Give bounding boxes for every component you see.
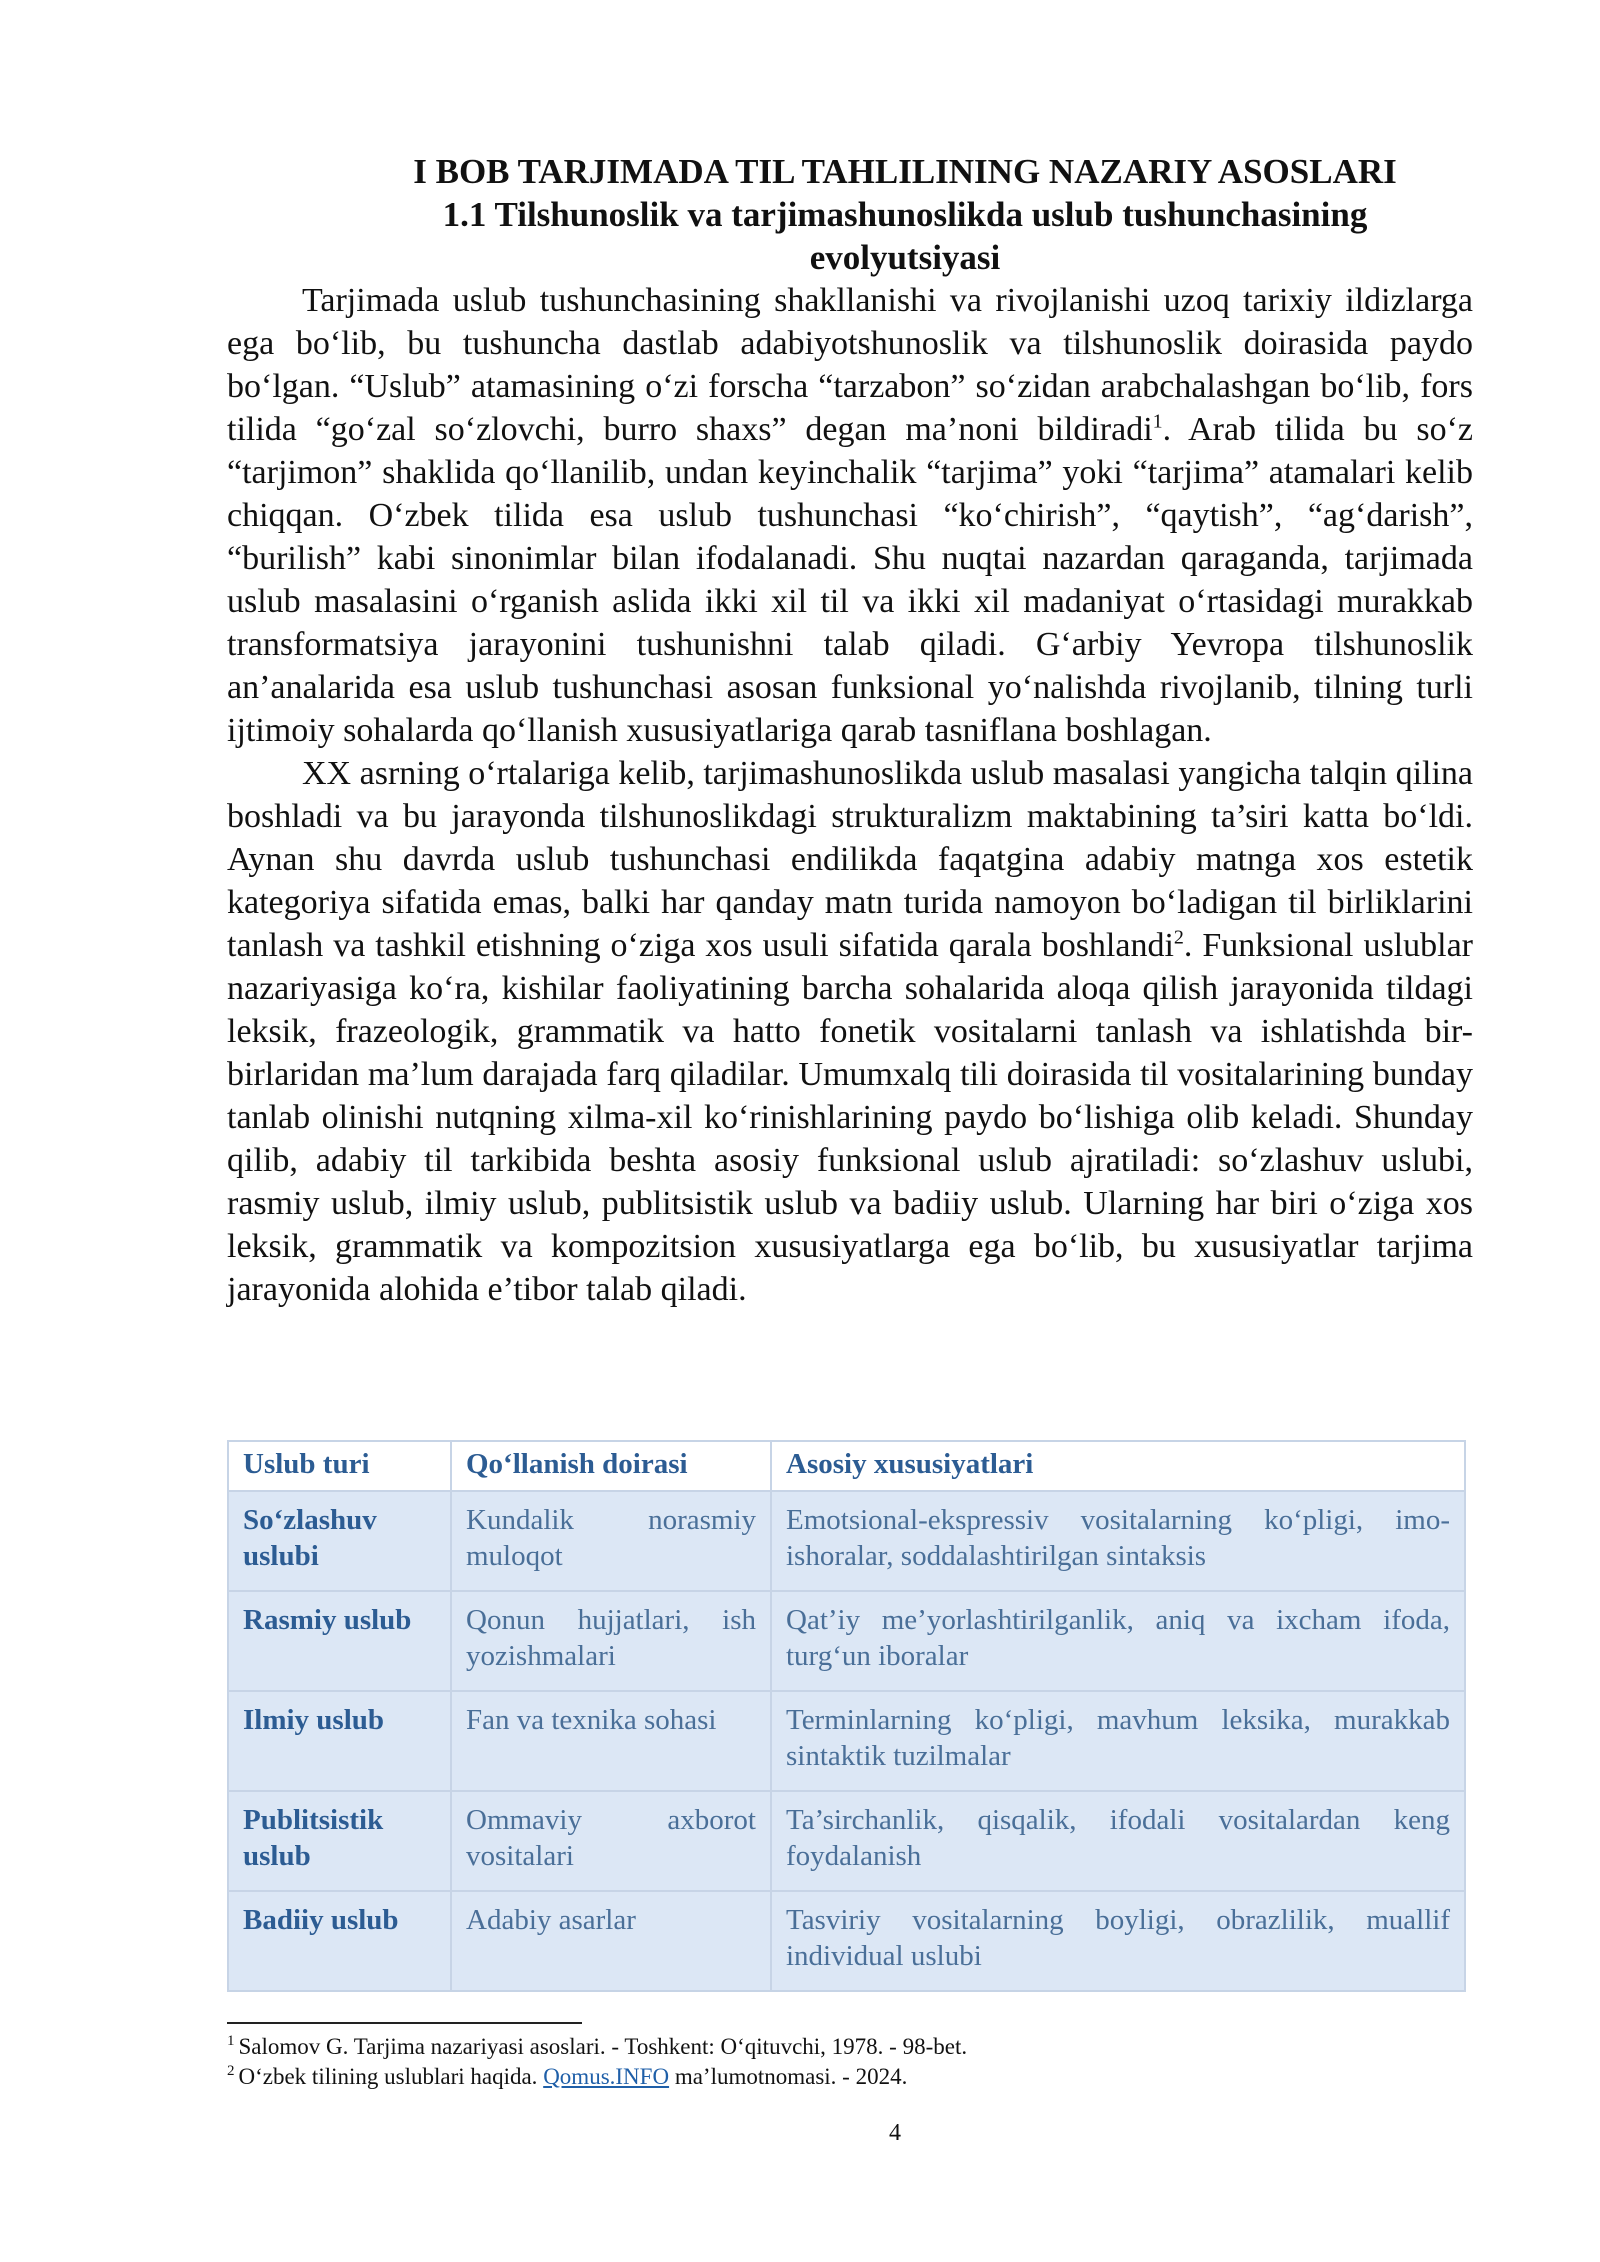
table-cell-style-type: Badiiy uslub — [228, 1891, 451, 1991]
table-cell-usage-scope: Qonun hujjatlari, ish yozishmalari — [451, 1591, 771, 1691]
footnote-number: 1 — [227, 2033, 235, 2050]
section-title — [337, 193, 1473, 279]
table-cell-features: Terminlarning ko‘pligi, mavhum leksika, murakkab sintaktik tuzilmalar — [771, 1691, 1465, 1791]
footnote-text: ma’lumotnomasi. - 2024. — [669, 2064, 908, 2089]
paragraph-2 — [227, 752, 1473, 1311]
table-header-cell: Qo‘llanish doirasi — [451, 1441, 771, 1491]
table-cell-usage-scope: Ommaviy axborot vositalari — [451, 1791, 771, 1891]
table-cell-style-type: Ilmiy uslub — [228, 1691, 451, 1791]
paragraph-1-text-a: Tarjimada uslub tushunchasining shakllanishi va rivojlanishi uzoq tarixiy ildizlarga ega bo‘lib, bu tushuncha dastlab adabiyotshunoslik va tilshunoslik doirasida paydo bo‘lgan. “Uslub” atamasining o‘zi forscha “tarzabon” so‘zidan arabchalashgan bo‘lib, fors tilida “go‘zal so‘zlovchi, burro shaxs” degan ma’noni bildiradi — [227, 282, 1473, 448]
table-header-cell: Asosiy xususiyatlari — [771, 1441, 1465, 1491]
paragraph-2-text-b: . Funksional uslublar nazariyasiga ko‘ra, kishilar faoliyatining barcha sohalarida aloqa qilish jarayonida tildagi leksik, frazeologik, grammatik va hatto fonetik vositalarni tanlash va ishlatishda bir-birlaridan ma’lum darajada farq qiladilar. Umumxalq tili doirasida til vositalarining bunday tanlab olinishi nutqning xilma-xil ko‘rinishlarining paydo bo‘lishiga olib keladi. Shunday qilib, adabiy til tarkibida beshta asosiy funksional uslub ajratiladi: so‘zlashuv uslubi, rasmiy uslub, ilmiy uslub, publitsistik uslub va badiiy uslub. Ularning har biri o‘ziga xos leksik, grammatik va kompozitsion xususiyatlarga ega bo‘lib, bu xususiyatlar tarjima jarayonida alohida e’tibor talab qiladi. — [227, 927, 1473, 1308]
section-title-line2: evolyutsiyasi — [809, 238, 1001, 277]
footnote-1 — [227, 2033, 967, 2061]
table-header-row — [228, 1441, 1465, 1491]
footnote-separator — [227, 2022, 582, 2024]
footnote-text: O‘zbek tilining uslublari haqida. — [238, 2064, 544, 2089]
section-title-line1: 1.1 Tilshunoslik va tarjimashunoslikda uslub tushunchasining — [442, 195, 1368, 234]
table-cell-features: Tasviriy vositalarning boyligi, obrazlilik, muallif individual uslubi — [771, 1891, 1465, 1991]
table-cell-style-type: So‘zlashuv uslubi — [228, 1491, 451, 1591]
footnote-2 — [227, 2063, 907, 2091]
table-cell-features: Ta’sirchanlik, qisqalik, ifodali vositalardan keng foydalanish — [771, 1791, 1465, 1891]
footnote-text: Salomov G. Tarjima nazariyasi asoslari. - Toshkent: O‘qituvchi, 1978. - 98-bet. — [238, 2034, 968, 2059]
paragraph-2-text-a: XX asrning o‘rtalariga kelib, tarjimashunoslikda uslub masalasi yangicha talqin qilina boshladi va bu jarayonda tilshunoslikdagi strukturalizm maktabining ta’siri katta bo‘ldi. Aynan shu davrda uslub tushunchasi endilikda faqatgina adabiy matnga xos estetik kategoriya sifatida emas, balki har qanday matn turida namoyon bo‘ladigan til birliklarini tanlash va tashkil etishning o‘ziga xos usuli sifatida qarala boshlandi — [227, 755, 1473, 964]
paragraph-1 — [227, 279, 1473, 752]
style-types-table — [227, 1440, 1466, 1992]
table-cell-features: Qat’iy me’yorlashtirilganlik, aniq va ixcham ifoda, turg‘un iboralar — [771, 1591, 1465, 1691]
footnote-ref-2[interactable]: 2 — [1173, 926, 1184, 949]
table-row — [228, 1691, 1465, 1791]
table-row — [228, 1491, 1465, 1591]
qomus-link[interactable]: Qomus.INFO — [543, 2064, 670, 2089]
chapter-title: I BOB TARJIMADA TIL TAHLILINING NAZARIY ASOSLARI — [413, 152, 1397, 191]
table-cell-style-type: Publitsistik uslub — [228, 1791, 451, 1891]
page-number: 4 — [889, 2120, 901, 2146]
page-body — [227, 150, 1473, 1311]
table-cell-style-type: Rasmiy uslub — [228, 1591, 451, 1691]
footnote-ref-1[interactable]: 1 — [1152, 410, 1163, 433]
table-row — [228, 1591, 1465, 1691]
footnote-number: 2 — [227, 2063, 235, 2080]
table-cell-usage-scope: Kundalik norasmiy muloqot — [451, 1491, 771, 1591]
table-row — [228, 1791, 1465, 1891]
table-cell-features: Emotsional-ekspressiv vositalarning ko‘pligi, imo-ishoralar, soddalashtirilgan sintaksis — [771, 1491, 1465, 1591]
table-cell-usage-scope: Fan va texnika sohasi — [451, 1691, 771, 1791]
paragraph-1-text-b: . Arab tilida bu so‘z “tarjimon” shaklida qo‘llanilib, undan keyinchalik “tarjima” yoki “tarjima” atamalari kelib chiqqan. O‘zbek tilida esa uslub tushunchasi “ko‘chirish”, “qaytish”, “ag‘darish”, “burilish” kabi sinonimlar bilan ifodalanadi. Shu nuqtai nazardan qaraganda, tarjimada uslub masalasini o‘rganish aslida ikki xil til va ikki xil madaniyat o‘rtasidagi murakkab transformatsiya jarayonini tushunishni talab qiladi. G‘arbiy Yevropa tilshunoslik an’analarida esa uslub tushunchasi asosan funksional yo‘nalishda rivojlanib, tilning turli ijtimoiy sohalarda qo‘llanish xususiyatlariga qarab tasniflana boshlagan. — [227, 411, 1473, 749]
table-header-cell: Uslub turi — [228, 1441, 451, 1491]
table-cell-usage-scope: Adabiy asarlar — [451, 1891, 771, 1991]
table-row — [228, 1891, 1465, 1991]
